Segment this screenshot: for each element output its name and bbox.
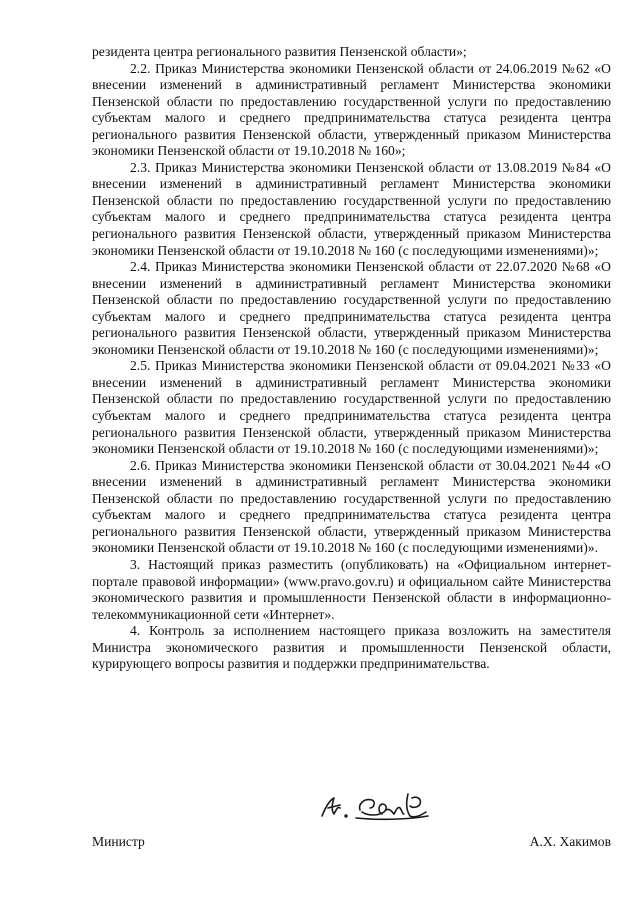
paragraph-item-2-5: 2.5. Приказ Министерства экономики Пензенской области от 09.04.2021 №33 «О внесении изменений в административный регламент Министерства экономики Пензенской области по предоставлению государственной услуги по предоставлению субъектам малого и среднего предпринимательства статуса резидента центра регионального развития Пензенской области, утвержденный приказом Министерства экономики Пензенской области от 19.10.2018 № 160 (с последующими изменениями)»; [92, 358, 611, 457]
handwritten-signature [316, 786, 436, 826]
signer-position: Министр [92, 834, 145, 849]
signature-icon [316, 786, 436, 826]
paragraph-continuation: резидента центра регионального развития Пензенской области»; [92, 44, 467, 59]
paragraph-item-2-4: 2.4. Приказ Министерства экономики Пензенской области от 22.07.2020 №68 «О внесении изменений в административный регламент Министерства экономики Пензенской области по предоставлению государственной услуги по предоставлению субъектам малого и среднего предпринимательства статуса резидента центра регионального развития Пензенской области, утвержденный приказом Министерства экономики Пензенской области от 19.10.2018 № 160 (с последующими изменениями)»; [92, 259, 611, 357]
paragraph-item-2-6: 2.6. Приказ Министерства экономики Пензенской области от 30.04.2021 №44 «О внесении изменений в административный регламент Министерства экономики Пензенской области по предоставлению государственной услуги по предоставлению субъектам малого и среднего предпринимательства статуса резидента центра регионального развития Пензенской области, утвержденный приказом Министерства экономики Пензенской области от 19.10.2018 № 160 (с последующими изменениями)». [92, 457, 611, 556]
document-body [92, 44, 611, 673]
paragraph-item-2-2: 2.2. Приказ Министерства экономики Пензенской области от 24.06.2019 №62 «О внесении изменений в административный регламент Министерства экономики Пензенской области по предоставлению государственной услуги по предоставлению субъектам малого и среднего предпринимательства статуса резидента центра регионального развития Пензенской области, утвержденный приказом Министерства экономики Пензенской области от 19.10.2018 № 160»; [92, 60, 611, 159]
paragraph-item-2-3: 2.3. Приказ Министерства экономики Пензенской области от 13.08.2019 №84 «О внесении изменений в административный регламент Министерства экономики Пензенской области по предоставлению государственной услуги по предоставлению субъектам малого и среднего предпринимательства статуса резидента центра регионального развития Пензенской области, утвержденный приказом Министерства экономики Пензенской области от 19.10.2018 № 160 (с последующими изменениями)»; [92, 159, 611, 258]
paragraph-item-4: 4. Контроль за исполнением настоящего приказа возложить на заместителя Министра экономического развития и промышленности Пензенской области, курирующего вопросы развития и поддержки предпринимательства. [92, 623, 611, 672]
paragraph-item-3: 3. Настоящий приказ разместить (опубликовать) на «Официальном интернет-портале правовой информации» (www.pravo.gov.ru) и официальном сайте Министерства экономического развития и промышленности Пензенской области в информационно-телекоммуникационной сети «Интернет». [92, 556, 611, 622]
signer-name: А.Х. Хакимов [529, 834, 611, 849]
